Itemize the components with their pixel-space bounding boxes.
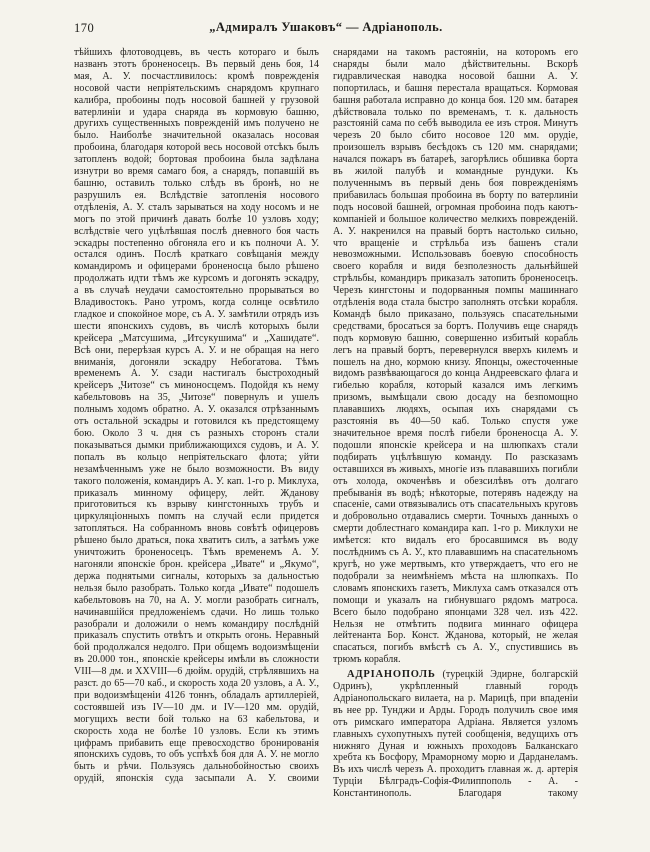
text-columns bbox=[74, 47, 578, 800]
article-adrianopol-heading: АДРІАНОПОЛЬ bbox=[347, 669, 436, 681]
running-title: „Адмиралъ Ушаковъ“ — Адріанополь. bbox=[209, 20, 443, 34]
article-adrianopol-text: (турецкій Эдирне, болгарскій Одринъ), укрѣпленный главный городъ Адріанопольскаго вилаета, на р. Марицѣ, при впаденіи въ нее рр. Тунджи и Арды. Городъ получилъ свое имя отъ римскаго императора Адріана. Является узломъ главныхъ сухопутныхъ путей сообщенія, ведущихъ отъ нижняго Дуная и южныхъ проходовъ Балканскаго хребта къ Босфору, Мраморному морю и Дарданеламъ. Въ ихъ числѣ черезъ А. проходитъ главная ж. д. артерія Турціи Бѣлградъ-Софія-Филиппополь - А. - Константинополь. Благодаря такому bbox=[333, 669, 578, 800]
article-ushakov-left-text: тѣйшихъ флотоводцевъ, въ честь котораго и былъ названъ этотъ броненосецъ. Въ первый день боя, 14 мая, А. У. посчастливилось: кромѣ поврежденія носовой части непріятельскимъ снарядомъ крупнаго калибра, пробоины подъ носовой башней у грузовой ватерлиніи и удара снаряда въ кормовую башню, другихъ существенныхъ поврежденій имъ получено не было. Наиболѣе значительной оказалась носовая пробоина, благодаря которой весь носовой отсѣкъ былъ затопленъ водой; бортовая пробоина была задѣлана изнутри во время самаго боя, а снарядъ, попавшій въ башню, оставилъ только слѣдъ въ бронѣ, но не разрушилъ ея. Вслѣдствіе затопленія носового отдѣленія, А. У. сталъ зарываться на ходу носомъ и не могъ по этой причинѣ давать болѣе 10 узловъ ходу; вслѣдствіе чего уцѣлѣвшая послѣ дневного боя часть эскадры постепенно обгоняла его и къ полночи А. У. остался одинъ. Послѣ краткаго совѣщанія между командиромъ и офицерами броненосца было рѣшено продолжать идти тѣмъ же курсомъ и догонять эскадру, а въ случаѣ неудачи самостоятельно прорываться во Владивостокъ. Рано утромъ, когда солнце освѣтило гладкое и спокойное море, съ А. У. замѣтили отрядъ изъ шести японскихъ судовъ, въ числѣ которыхъ были крейсера „Матсушима, „Итсукушима“ и „Хашидате“. Всѣ они, перерѣзая курсъ А. У. и не обращая на него вниманія, догоняли эскадру Небогатова. Тѣмъ временемъ А. У. сзади настигалъ быстроходный крейсеръ „Читозе“ съ миноносцемъ. Подойдя къ нему кабельтововъ на 35, „Читозе“ повернулъ и ушелъ полнымъ ходомъ обратно. А. У. оказался отрѣзаннымъ отъ остальной эскадры и готовился къ предстоящему бою. Около 3 ч. дня съ разныхъ сторонъ стали показываться дымки приближающихся судовъ, и А. У. попалъ въ кольцо непріятельскаго флота; уйти незамѣченнымъ уже не было возможности. Въ виду такого положенія, командиръ А. У. кап. 1-го р. Миклуха, приказалъ минному офицеру, лейт. Жданову приготовиться къ взрыву кингстонныхъ трубъ и циркуляціонныхъ помпъ на случай если придется затопляться. На собранномъ вновь совѣтѣ офицеровъ рѣшено было драться, пока хватитъ силъ, а затѣмъ уже уничтожить броненосецъ. Тѣмъ временемъ А. У. нагоняли японскіе брон. крейсера „Ивате“ и „Якумо“, держа поднятыми сигналы, которыхъ за дальностью нельзя было разобрать. Только когда „Ивате“ подошелъ кабельтововъ на 70, на А. У. могли разобрать сигналъ, начинавшійся предложеніемъ сдачи. Но лишь только разобрали и доложили о немъ командиру послѣдній приказалъ спустить отвѣтъ и открыть огонь. Неравный бой продолжался недолго. При общемъ водоизмѣщеніи въ 20.000 тон., японскіе крейсеры имѣли въ сложности VIII—8 дм. и XXVIII—6 дюйм. орудій, стрѣлявшихъ на разст. до 65—70 каб., и скорость хода 20 узловъ, а А. У., при водоизмѣщеніи 4126 тоннъ, обладалъ артиллеріей, состоявшей изъ IV—10 дм. и IV—120 мм. орудій, могущихъ вести бой только на 63 кабельтова, и скорость хода не болѣе 10 узловъ. Если къ этимъ цифрамъ прибавить еще превосходство бронированія японскихъ судовъ, то объ успѣхѣ боя для А. У. не могло быть и рѣчи. Пользуясь дальнобойностью своихъ орудій, японскія суда засыпали А. У. своими bbox=[74, 47, 319, 785]
page-header bbox=[74, 20, 578, 38]
right-column bbox=[333, 47, 578, 800]
article-adrianopol bbox=[333, 669, 578, 800]
article-ushakov-right-text: снарядами на такомъ растояніи, на которомъ его снаряды были мало дѣйствительны. Вскорѣ гидравлическая наводка носовой башни А. У. попортилась, и башня перестала вращаться. Кормовая башня работала исправно до конца боя. 120 мм. батарея дѣйствовала только по временамъ, т. к. дальность разстояній сама по себѣ выводила ее изъ строя. Минутъ черезъ 20 было сбито носовое 120 мм. орудіе, произошелъ взрывъ бесѣдокъ съ 120 мм. снарядами; начался пожаръ въ батареѣ, загорѣлись обшивка борта въ жилой палубѣ и командные рундуки. Къ полученнымъ въ первый день боя поврежденіямъ прибавилась большая пробоина въ борту по ватерлиніи подъ носовой башней, огромная пробоина подъ каютъ-компаніей и большое количество мелкихъ поврежденій. А. У. накренился на правый бортъ настолько сильно, что вращеніе и стрѣльба изъ башенъ стали невозможными. Использовавъ боевую способность своего корабля и видя безполезность дальнѣйшей стрѣльбы, командиръ приказалъ затопить броненосецъ. Черезъ кингстоны и подорванныя помпы машиннаго отдѣленія вода стала быстро заполнять отсѣки корабля. Командѣ было приказано, пользуясь спасательными средствами, бросаться за бортъ. Получивъ еще снарядъ подъ кормовую башню, совершенно избитый корабль легъ на правый бортъ, перевернулся вверхъ килемъ и пошелъ на дно, кормою книзу. Японцы, ожесточенные видомъ развѣвающагося до конца Андреевскаго флага и гибелью корабля, который казался имъ легкимъ призомъ, вымѣщали свою досаду на безпомощно плававшихъ людяхъ, осыпая ихъ снарядами съ разстоянія въ 40—50 каб. Только спустя уже значительное время послѣ гибели броненосца А. У. подошли японскіе крейсера и на шлюпкахъ стали подбирать уцѣлѣвшую команду. По разсказамъ оставшихся въ живыхъ, многіе изъ плававшихъ погибли отъ холода, окоченѣвъ и обезсилѣвъ отъ долгаго пребыванія въ водѣ; нѣкоторые, потерявъ надежду на спасеніе, сами отвязывались отъ спасательныхъ круговъ и добровольно отдавались смерти. Точныхъ данныхъ о смерти доблестнаго командира кап. 1-го р. Миклухи не имѣется: кто видалъ его бросавшимся въ воду послѣднимъ съ А. У., кто плававшимъ на спасательномъ кругѣ, но уже мертвымъ, кто утверждаетъ, что его не подобрали за неимѣніемъ мѣста на шлюпкахъ. По словамъ японскихъ газетъ, Миклуха самъ отказался отъ помощи и указалъ на гибнувшаго рядомъ матроса. Всего было подобрано японцами 328 чел. изъ 422. Нельзя не отмѣтить подвига миннаго офицера лейтенанта Бор. Конст. Жданова, который, не желая спасаться, погибъ вмѣстѣ съ А. У., спустившись въ трюмъ корабля. bbox=[333, 47, 578, 666]
page-number: 170 bbox=[74, 21, 95, 35]
left-column bbox=[74, 47, 319, 800]
